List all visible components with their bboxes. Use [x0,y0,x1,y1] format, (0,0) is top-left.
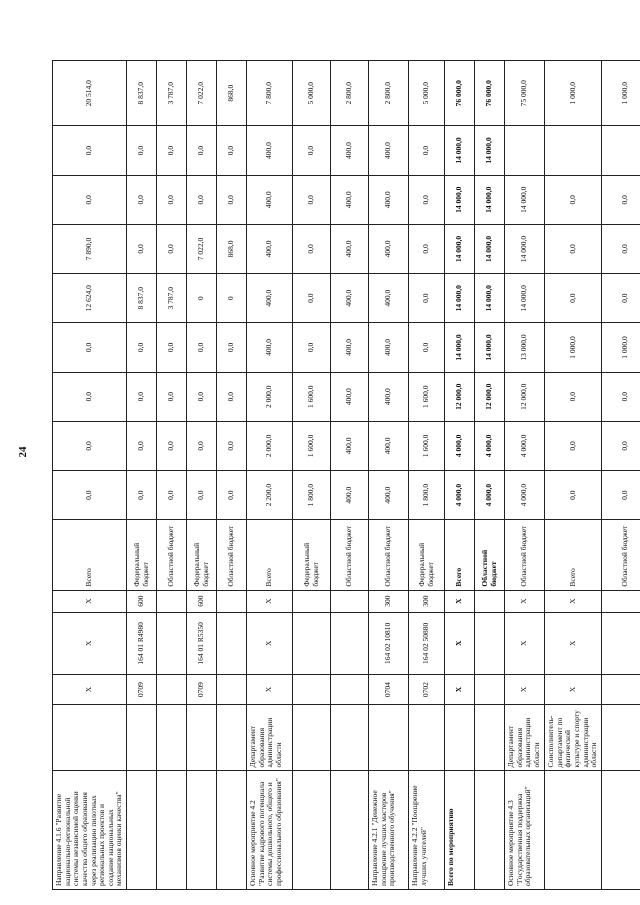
year-value-cell: 14 000,0 [505,274,545,323]
year-value-cell: 0,0 [127,175,157,224]
year-value-cell: 0,0 [601,224,640,273]
total-value-cell: 2 800,0 [331,61,369,126]
year-value-cell: 14 000,0 [505,175,545,224]
funding-source-cell: Федеральный бюджет [409,520,445,590]
year-value-cell: 0,0 [601,471,640,520]
year-value-cell: 2 200,0 [247,471,293,520]
vr-cell: 600 [127,590,157,612]
executor-cell [409,705,445,771]
year-value-cell: 1 800,0 [409,471,445,520]
year-value-cell: 0,0 [53,372,127,421]
row-name-cell [331,771,369,890]
page-number: 24 [17,446,29,458]
vr-cell: X [53,590,127,612]
year-value-cell: 0,0 [53,471,127,520]
year-value-cell: 14 000,0 [475,175,505,224]
year-value-cell: 400,0 [331,175,369,224]
year-value-cell: 400,0 [369,126,409,175]
year-value-cell: 14 000,0 [445,274,475,323]
funding-source-cell: Областной бюджет [505,520,545,590]
year-value-cell: 400,0 [369,372,409,421]
year-value-cell: 2 000,0 [247,421,293,470]
year-value-cell: 0,0 [53,175,127,224]
year-value-cell [505,126,545,175]
year-value-cell: 0,0 [187,175,217,224]
year-value-cell: 7 022,0 [187,224,217,273]
year-value-cell: 400,0 [331,274,369,323]
year-value-cell: 400,0 [247,175,293,224]
year-value-cell: 0,0 [293,224,331,273]
budget-table [52,60,640,890]
year-value-cell: 1 000,0 [601,323,640,372]
funding-source-cell: Федеральный бюджет [127,520,157,590]
vr-cell: 600 [187,590,217,612]
table-row [369,61,409,890]
table-row [545,61,602,890]
total-value-cell: 8 837,0 [127,61,157,126]
csr-cell: X [545,612,602,674]
year-value-cell: 0,0 [217,175,247,224]
csr-cell: X [53,612,127,674]
year-value-cell: 0,0 [187,323,217,372]
executor-cell [445,705,475,771]
csr-cell [157,612,187,674]
executor-cell [293,705,331,771]
rz-cell [601,674,640,704]
year-value-cell: 0,0 [409,224,445,273]
table-row [293,61,331,890]
total-value-cell: 868,0 [217,61,247,126]
total-value-cell: 75 000,0 [505,61,545,126]
executor-cell [187,705,217,771]
year-value-cell: 400,0 [369,175,409,224]
year-value-cell: 0,0 [601,274,640,323]
rz-cell [217,674,247,704]
row-name-cell [157,771,187,890]
vr-cell [331,590,369,612]
table-row [247,61,293,890]
year-value-cell: 14 000,0 [445,224,475,273]
year-value-cell: 0,0 [157,323,187,372]
year-value-cell: 400,0 [369,421,409,470]
rz-cell: 0702 [409,674,445,704]
table-row [445,61,475,890]
year-value-cell: 868,0 [217,224,247,273]
row-name-cell [217,771,247,890]
year-value-cell: 400,0 [331,421,369,470]
total-value-cell: 20 514,0 [53,61,127,126]
total-value-cell: 2 800,0 [369,61,409,126]
rz-cell [331,674,369,704]
rz-cell [475,674,505,704]
year-value-cell: 0,0 [157,372,187,421]
year-value-cell: 1 600,0 [293,421,331,470]
year-value-cell: 400,0 [331,372,369,421]
year-value-cell: 14 000,0 [475,323,505,372]
year-value-cell: 0,0 [217,372,247,421]
year-value-cell: 0,0 [157,224,187,273]
table-row [409,61,445,890]
vr-cell [601,590,640,612]
csr-cell: X [445,612,475,674]
year-value-cell: 0,0 [409,323,445,372]
table-row [475,61,505,890]
year-value-cell: 0,0 [409,274,445,323]
executor-cell: Департамент образования администрации области [505,705,545,771]
year-value-cell: 13 000,0 [505,323,545,372]
csr-cell: X [247,612,293,674]
year-value-cell: 1 800,0 [293,471,331,520]
funding-source-cell: Всего [53,520,127,590]
year-value-cell: 14 000,0 [475,126,505,175]
year-value-cell: 4 000,0 [505,471,545,520]
year-value-cell: 400,0 [369,471,409,520]
executor-cell [157,705,187,771]
year-value-cell: 0,0 [53,126,127,175]
table-row [331,61,369,890]
row-name-cell: Направление 4.1.6 "Развитие национально-региональной системы независимой оценки качества общего образования через реализацию пилотных региональных проектов и создание национальных механизмов оценки качества" [53,771,127,890]
rz-cell: X [545,674,602,704]
funding-source-cell: Федеральный бюджет [293,520,331,590]
year-value-cell: 0,0 [127,372,157,421]
vr-cell [293,590,331,612]
year-value-cell: 0,0 [127,471,157,520]
year-value-cell: 400,0 [247,274,293,323]
row-name-cell: Основное мероприятие 4.2 "Развитие кадрового потенциала системы дошкольного, общего и профессионального образования" [247,771,293,890]
year-value-cell: 0,0 [217,421,247,470]
csr-cell: 164 01 R4980 [127,612,157,674]
vr-cell: X [545,590,602,612]
row-name-cell [187,771,217,890]
year-value-cell: 0,0 [293,175,331,224]
row-name-cell [475,771,505,890]
rotated-table-inner [52,60,629,890]
executor-cell [475,705,505,771]
row-name-cell [127,771,157,890]
year-value-cell: 0,0 [127,323,157,372]
vr-cell: X [247,590,293,612]
year-value-cell: 0,0 [293,126,331,175]
row-name-cell: Всего по мероприятию [445,771,475,890]
year-value-cell [601,126,640,175]
rz-cell [157,674,187,704]
year-value-cell: 4 000,0 [445,421,475,470]
year-value-cell: 0,0 [601,175,640,224]
year-value-cell: 0,0 [187,126,217,175]
funding-source-cell: Областной бюджет [475,520,505,590]
year-value-cell: 400,0 [247,224,293,273]
year-value-cell: 0,0 [157,421,187,470]
rz-cell: X [53,674,127,704]
csr-cell: X [505,612,545,674]
year-value-cell: 0,0 [127,126,157,175]
vr-cell: 300 [409,590,445,612]
row-name-cell: Направление 4.2.2 "Поощрение лучших учителей" [409,771,445,890]
year-value-cell: 0,0 [157,126,187,175]
csr-cell: 164 01 R5350 [187,612,217,674]
funding-source-cell: Областной бюджет [601,520,640,590]
year-value-cell: 0 [187,274,217,323]
year-value-cell: 12 624,0 [53,274,127,323]
row-name-cell [293,771,331,890]
executor-cell [601,705,640,771]
executor-cell [127,705,157,771]
year-value-cell: 0,0 [601,372,640,421]
year-value-cell: 2 000,0 [247,372,293,421]
year-value-cell: 8 837,0 [127,274,157,323]
total-value-cell: 3 787,0 [157,61,187,126]
table-row [53,61,127,890]
year-value-cell: 400,0 [331,471,369,520]
csr-cell [475,612,505,674]
funding-source-cell: Областной бюджет [331,520,369,590]
year-value-cell: 1 600,0 [409,372,445,421]
year-value-cell: 0,0 [187,471,217,520]
year-value-cell: 0,0 [187,372,217,421]
funding-source-cell: Областной бюджет [369,520,409,590]
funding-source-cell: Всего [247,520,293,590]
year-value-cell: 0,0 [157,175,187,224]
year-value-cell: 14 000,0 [475,224,505,273]
year-value-cell: 0,0 [53,323,127,372]
year-value-cell: 400,0 [369,224,409,273]
rz-cell: 0709 [187,674,217,704]
csr-cell [601,612,640,674]
year-value-cell: 0,0 [409,175,445,224]
year-value-cell: 0,0 [127,224,157,273]
row-name-cell [601,771,640,890]
year-value-cell: 14 000,0 [445,126,475,175]
year-value-cell: 0,0 [217,471,247,520]
executor-cell [217,705,247,771]
year-value-cell: 0,0 [293,274,331,323]
year-value-cell: 14 000,0 [445,323,475,372]
year-value-cell: 400,0 [331,323,369,372]
year-value-cell: 4 000,0 [445,471,475,520]
total-value-cell: 7 022,0 [187,61,217,126]
vr-cell [475,590,505,612]
year-value-cell: 400,0 [247,323,293,372]
rz-cell [293,674,331,704]
funding-source-cell: Федеральный бюджет [187,520,217,590]
row-name-cell [545,771,602,890]
year-value-cell: 0,0 [545,175,602,224]
year-value-cell: 4 000,0 [475,471,505,520]
vr-cell [217,590,247,612]
year-value-cell: 3 787,0 [157,274,187,323]
year-value-cell: 1 600,0 [409,421,445,470]
year-value-cell: 12 000,0 [445,372,475,421]
vr-cell: 300 [369,590,409,612]
total-value-cell: 7 800,0 [247,61,293,126]
csr-cell: 164 02 10810 [369,612,409,674]
executor-cell [369,705,409,771]
rz-cell: X [445,674,475,704]
total-value-cell: 76 000,0 [445,61,475,126]
total-value-cell: 76 000,0 [475,61,505,126]
year-value-cell: 400,0 [247,126,293,175]
year-value-cell: 0,0 [157,471,187,520]
year-value-cell: 0 [217,274,247,323]
vr-cell: X [505,590,545,612]
year-value-cell: 4 000,0 [505,421,545,470]
table-row [157,61,187,890]
table-row [127,61,157,890]
funding-source-cell: Областной бюджет [217,520,247,590]
rotated-table-container [52,60,629,890]
year-value-cell: 0,0 [217,126,247,175]
year-value-cell: 0,0 [545,372,602,421]
year-value-cell: 400,0 [331,224,369,273]
year-value-cell: 400,0 [369,274,409,323]
year-value-cell: 0,0 [127,421,157,470]
year-value-cell: 4 000,0 [475,421,505,470]
year-value-cell: 12 000,0 [475,372,505,421]
executor-cell [331,705,369,771]
year-value-cell: 0,0 [187,421,217,470]
vr-cell: X [445,590,475,612]
csr-cell [217,612,247,674]
year-value-cell: 14 000,0 [445,175,475,224]
executor-cell [53,705,127,771]
row-name-cell: Основное мероприятие 4.3 "Государственная поддержка образовательных организаций" [505,771,545,890]
executor-cell: Департамент образования администрации области [247,705,293,771]
executor-cell: Соисполнитель-департамент по физической культуре и спорту администрации области [545,705,602,771]
table-row [505,61,545,890]
csr-cell: 164 02 50880 [409,612,445,674]
year-value-cell: 0,0 [217,323,247,372]
table-body [53,61,640,890]
total-value-cell: 5 000,0 [409,61,445,126]
year-value-cell: 0,0 [545,224,602,273]
year-value-cell: 14 000,0 [505,224,545,273]
year-value-cell: 0,0 [409,126,445,175]
year-value-cell: 0,0 [293,323,331,372]
table-row [601,61,640,890]
year-value-cell: 0,0 [545,471,602,520]
year-value-cell [545,126,602,175]
table-row [187,61,217,890]
funding-source-cell: Всего [545,520,602,590]
csr-cell [293,612,331,674]
total-value-cell: 1 000,0 [601,61,640,126]
year-value-cell: 14 000,0 [475,274,505,323]
rz-cell: X [247,674,293,704]
year-value-cell: 0,0 [545,421,602,470]
rz-cell: 0704 [369,674,409,704]
total-value-cell: 1 000,0 [545,61,602,126]
year-value-cell: 0,0 [545,274,602,323]
vr-cell [157,590,187,612]
year-value-cell: 1 000,0 [545,323,602,372]
year-value-cell: 0,0 [601,421,640,470]
rz-cell: X [505,674,545,704]
year-value-cell: 400,0 [331,126,369,175]
total-value-cell: 5 000,0 [293,61,331,126]
year-value-cell: 0,0 [53,421,127,470]
table-row [217,61,247,890]
rz-cell: 0709 [127,674,157,704]
year-value-cell: 1 600,0 [293,372,331,421]
csr-cell [331,612,369,674]
year-value-cell: 12 000,0 [505,372,545,421]
funding-source-cell: Всего [445,520,475,590]
year-value-cell: 7 890,0 [53,224,127,273]
year-value-cell: 400,0 [369,323,409,372]
funding-source-cell: Областной бюджет [157,520,187,590]
row-name-cell: Направление 4.2.1 "Денежное поощрение лучших мастеров производственного обучения" [369,771,409,890]
